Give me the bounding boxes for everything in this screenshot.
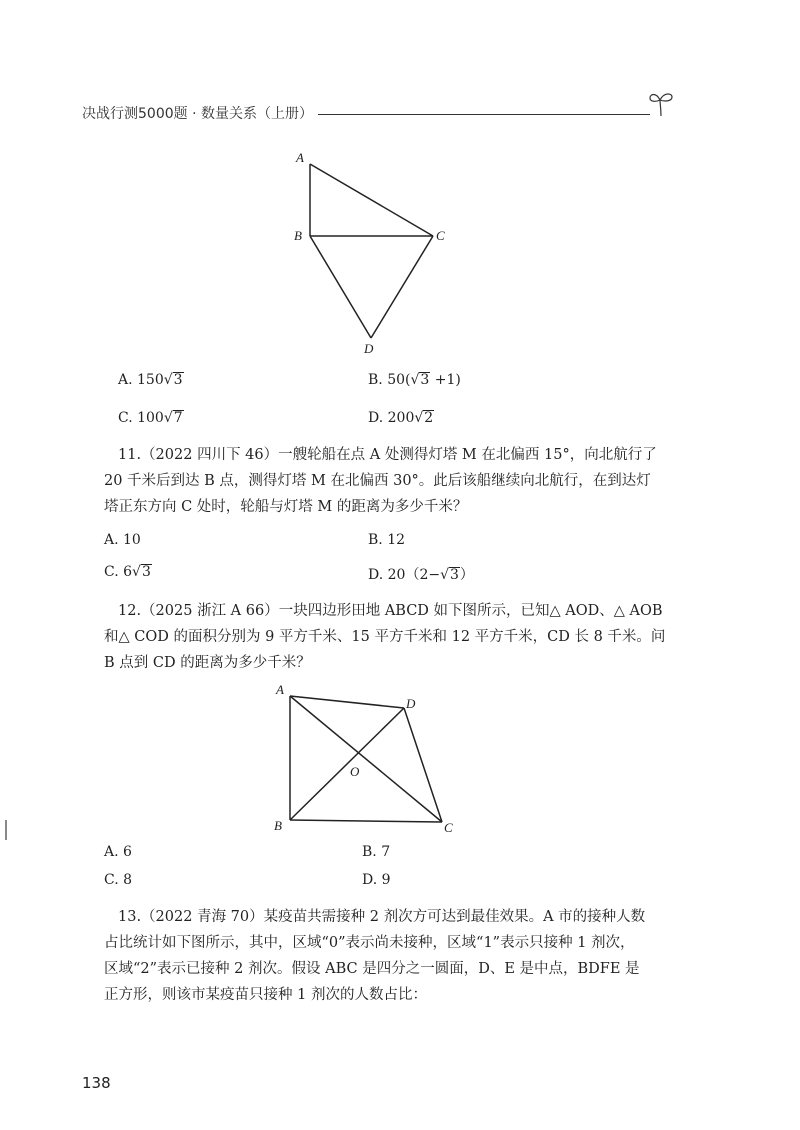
diagonal-ac [290,696,442,822]
label-a: A [276,682,284,697]
edge-ac [310,164,433,236]
q11-option-c: C. 6√3 [104,564,151,580]
q11-option-b: B. 12 [368,532,406,548]
label-a: A [296,150,304,165]
diagonal-bd [290,708,404,820]
edge-ad [290,696,404,708]
question-12 [104,598,674,676]
q12-option-d: D. 9 [362,872,391,888]
q12-line-1: 12.（2025 浙江 A 66）一块四边形田地 ABCD 如下图所示，已知△ AOD、△ AOB [118,603,663,619]
figure-quadrilateral-abcd [270,682,470,842]
label-b: B [274,818,282,833]
q12-option-b: B. 7 [362,844,391,860]
q12-line-3: B 点到 CD 的距离为多少千米？ [104,655,311,671]
q12-option-a: A. 6 [104,844,132,860]
question-13 [104,904,674,1008]
q10-option-d: D. 200√2 [368,410,434,426]
edge-bd [310,236,371,338]
q10-option-a: A. 150√3 [118,372,183,388]
sprout-icon [648,86,674,118]
q12-line-2: 和△ COD 的面积分别为 9 平方千米、15 平方千米和 12 平方千米，CD 长 8 千米。问 [104,629,666,645]
q13-line-1: 13.（2022 青海 70）某疫苗共需接种 2 剂次方可达到最佳效果。A 市的接种人数 [118,909,646,925]
q11-line-3: 塔正东方向 C 处时，轮船与灯塔 M 的距离为多少千米？ [104,499,468,515]
header-rule [318,114,650,115]
q10-option-c: C. 100√7 [118,410,183,426]
figure-triangles-abcd [290,150,460,360]
label-d: D [406,696,416,711]
label-c: C [436,228,445,243]
q13-line-2: 占比统计如下图所示，其中，区域“0”表示尚未接种，区域“1”表示只接种 1 剂次， [104,935,635,951]
label-c: C [444,820,453,835]
edge-dc [404,708,442,822]
q11-option-d: D. 20（2−√3） [368,567,474,583]
edge-cd [371,236,433,338]
label-o: O [350,764,360,779]
page-number: 138 [82,1074,111,1092]
label-b: B [294,228,302,243]
q13-line-4: 正方形，则该市某疫苗只接种 1 剂次的人数占比： [104,987,427,1003]
q10-option-b: B. 50(√3 +1) [368,372,461,388]
scan-mark [5,820,7,840]
edge-bc [290,820,442,822]
q11-line-1: 11.（2022 四川下 46）一艘轮船在点 A 处测得灯塔 M 在北偏西 15°，向北航行了 [118,447,657,463]
q11-line-2: 20 千米后到达 B 点，测得灯塔 M 在北偏西 30°。此后该船继续向北航行，在到达灯 [104,473,651,489]
q11-option-a: A. 10 [104,532,141,548]
q12-option-c: C. 8 [104,872,133,888]
running-header: 决战行测5000题 · 数量关系（上册） [82,106,313,122]
question-11 [104,442,674,520]
label-d: D [364,341,374,356]
q13-line-3: 区域“2”表示已接种 2 剂次。假设 ABC 是四分之一圆面，D、E 是中点，BDFE 是 [104,961,640,977]
